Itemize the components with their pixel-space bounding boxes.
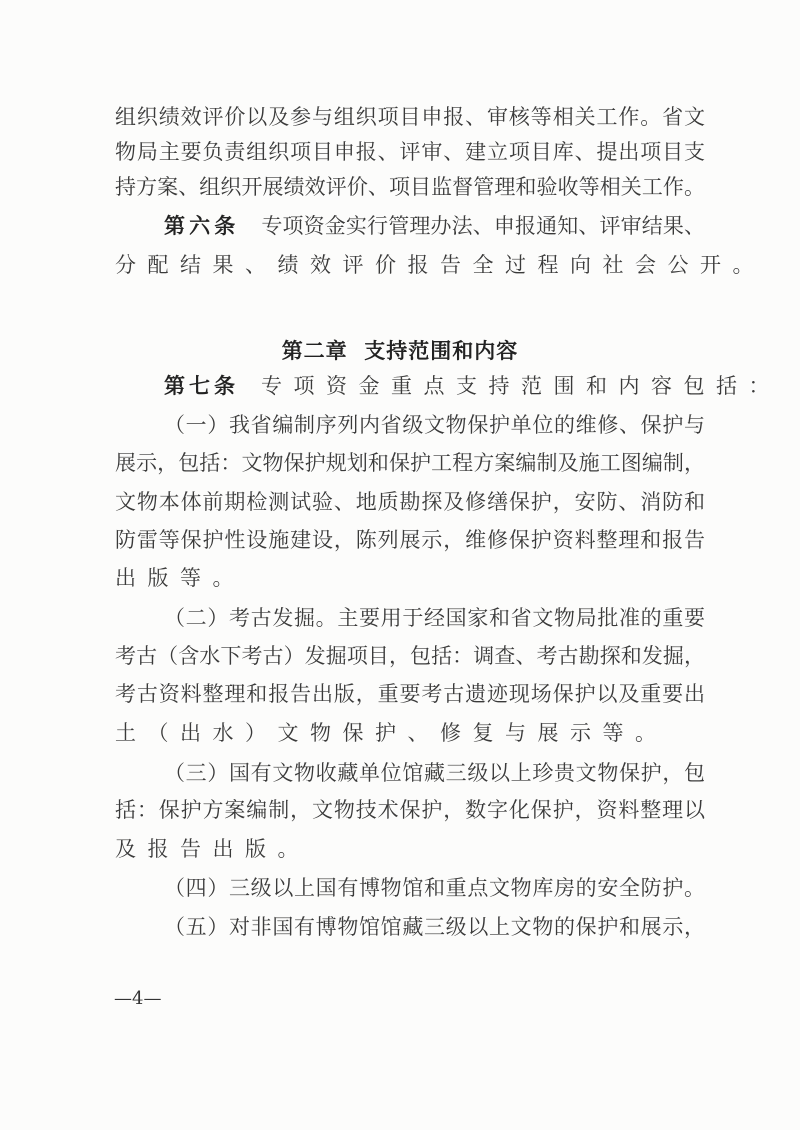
page-number: —4—: [114, 988, 162, 1009]
item-line: 防雷等保护性设施建设，陈列展示，维修保护资料整理和报告: [115, 528, 705, 552]
item-line: （四）三级以上国有博物馆和重点文物库房的安全防护。: [164, 876, 705, 900]
item-line: 及报告出版。: [115, 837, 310, 861]
body-line: 物局主要负责组织项目申报、评审、建立项目库、提出项目支: [115, 140, 705, 164]
item-line: 括：保护方案编制，文物技术保护，数字化保护，资料整理以: [115, 798, 705, 822]
body-line: 组织绩效评价以及参与组织项目申报、审核等相关工作。省文: [115, 105, 705, 129]
article-6-label: 第六条: [164, 213, 240, 238]
article-7-text: 专项资金重点支持范围和内容包括：: [261, 374, 781, 398]
item-line: （一）我省编制序列内省级文物保护单位的维修、保护与: [164, 413, 705, 437]
article-7-line: [164, 372, 781, 400]
body-line: 持方案、组织开展绩效评价、项目监督管理和验收等相关工作。: [115, 175, 705, 199]
item-line: 土（出水）文物保护、修复与展示等。: [115, 721, 668, 745]
item-line: 考古（含水下考古）发掘项目，包括：调查、考古勘探和发掘，: [115, 644, 705, 668]
item-line: 出版等。: [115, 566, 245, 590]
chapter-title: 第二章 支持范围和内容: [281, 338, 519, 363]
article-7-label: 第七条: [164, 373, 239, 398]
item-line: 展示，包括：文物保护规划和保护工程方案编制及施工图编制，: [115, 451, 705, 475]
item-line: （五）对非国有博物馆馆藏三级以上文物的保护和展示，: [164, 915, 705, 939]
body-line: 分配结果、绩效评价报告全过程向社会公开。: [115, 253, 765, 277]
item-line: （二）考古发掘。主要用于经国家和省文物局批准的重要: [164, 606, 705, 630]
item-line: 文物本体前期检测试验、地质勘探及修缮保护，安防、消防和: [115, 490, 705, 514]
article-6-line: [164, 212, 705, 240]
item-line: （三）国有文物收藏单位馆藏三级以上珍贵文物保护，包: [164, 761, 705, 785]
item-line: 考古资料整理和报告出版，重要考古遗迹现场保护以及重要出: [115, 682, 705, 706]
article-6-text: 专项资金实行管理办法、申报通知、评审结果、: [261, 214, 706, 238]
